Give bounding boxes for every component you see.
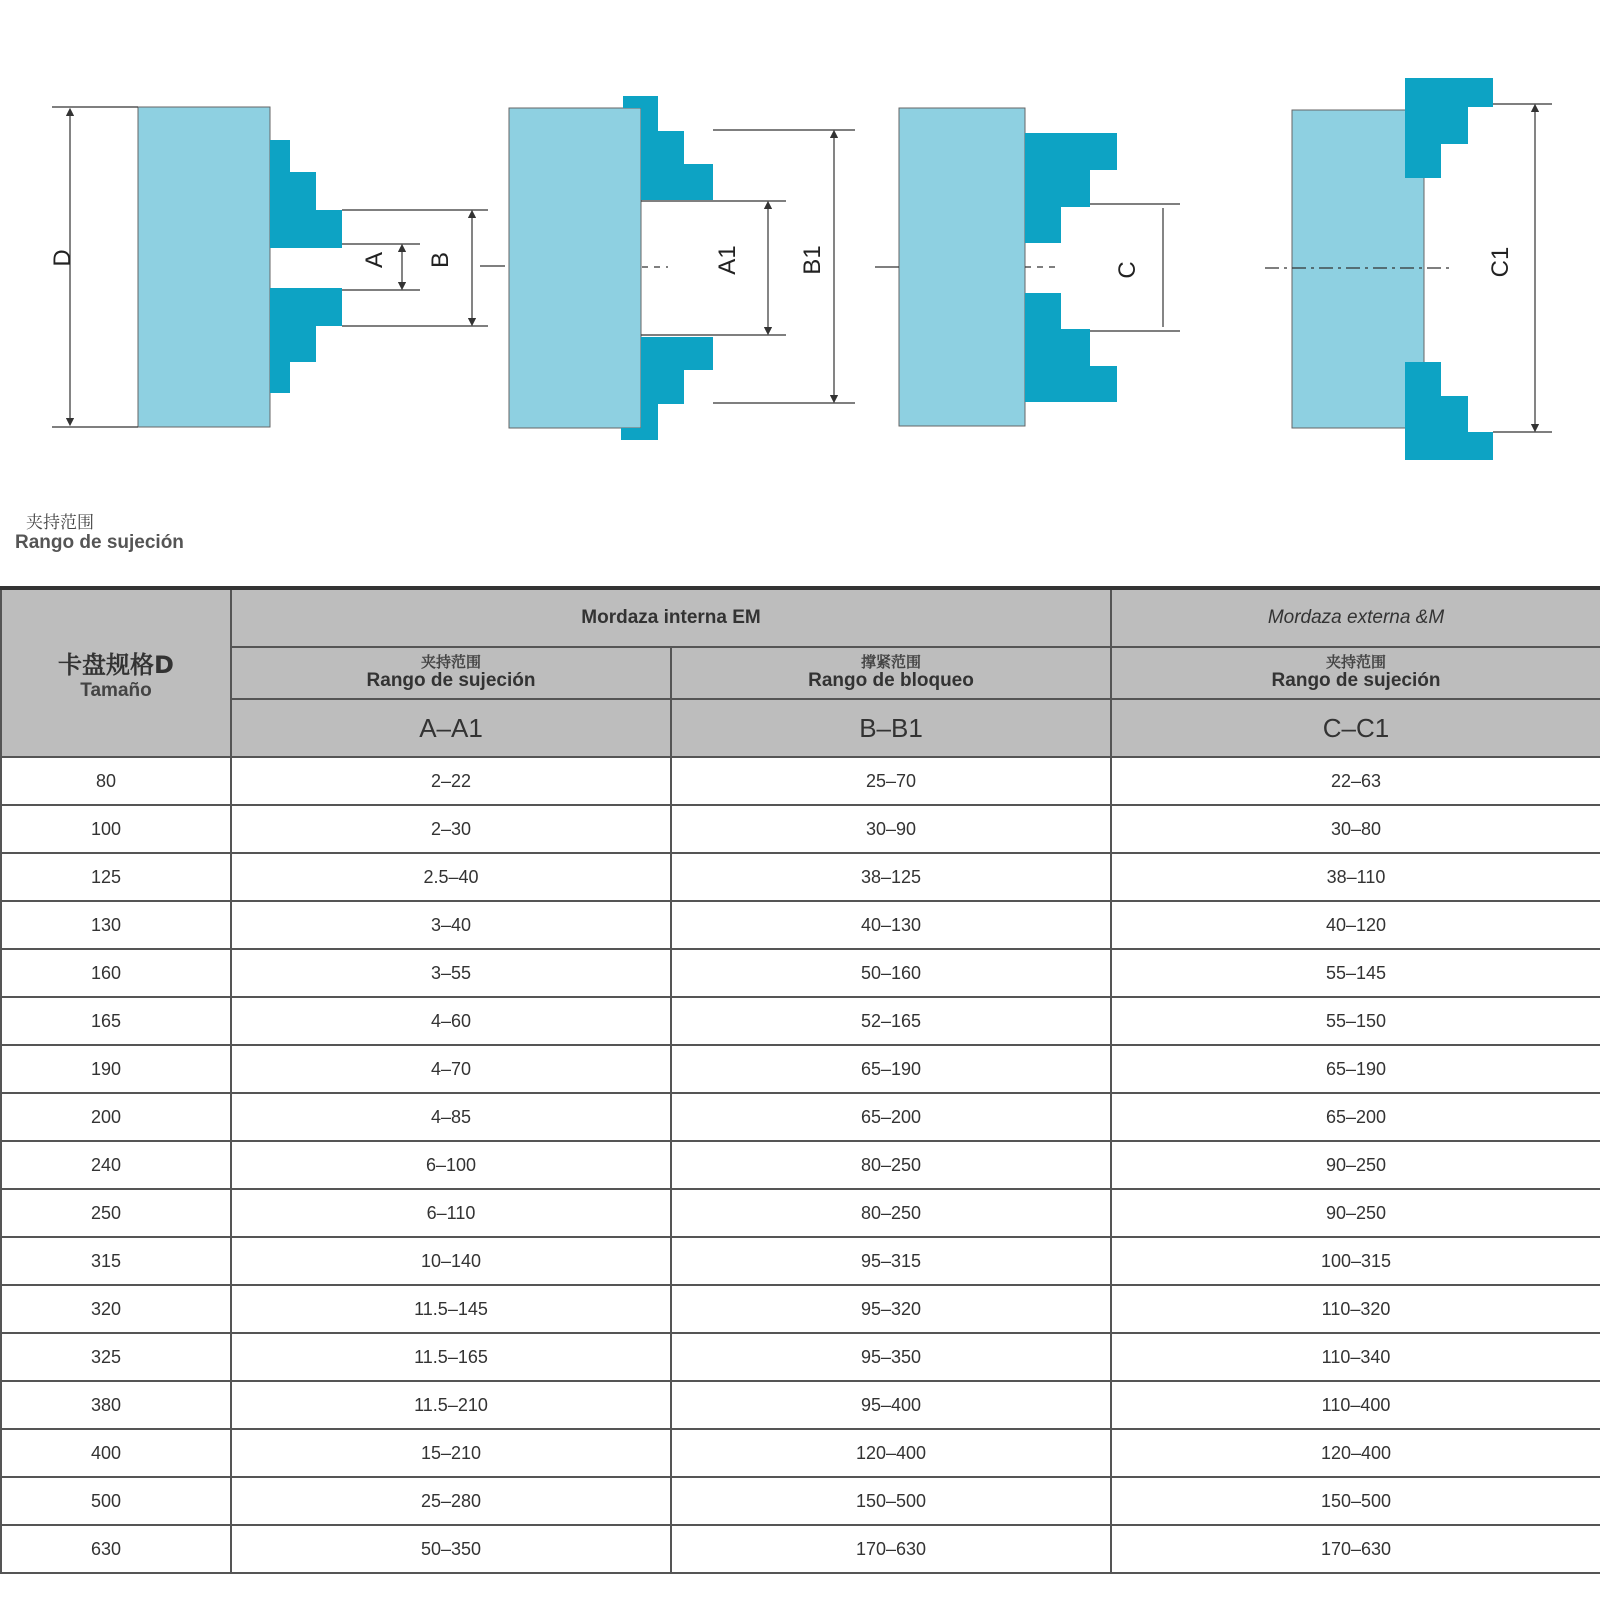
- header-col-a: [231, 647, 671, 699]
- cell-c-c1: 90–250: [1111, 1141, 1600, 1189]
- cell-b-b1: 52–165: [671, 997, 1111, 1045]
- header-col-b: [671, 647, 1111, 699]
- cell-a-a1: 11.5–165: [231, 1333, 671, 1381]
- cell-a-a1: 3–55: [231, 949, 671, 997]
- cell-b-b1: 25–70: [671, 757, 1111, 805]
- table-row: [1, 997, 1600, 1045]
- figure-external-clamping: [875, 108, 1180, 426]
- cell-c-c1: 100–315: [1111, 1237, 1600, 1285]
- header-size-es: Tamaño: [80, 679, 152, 701]
- cell-size: 125: [1, 853, 231, 901]
- table-row: [1, 1237, 1600, 1285]
- cell-size: 630: [1, 1525, 231, 1573]
- table-row: [1, 853, 1600, 901]
- cell-size: 200: [1, 1093, 231, 1141]
- cell-a-a1: 25–280: [231, 1477, 671, 1525]
- cell-a-a1: 50–350: [231, 1525, 671, 1573]
- cell-c-c1: 110–320: [1111, 1285, 1600, 1333]
- cell-c-c1: 170–630: [1111, 1525, 1600, 1573]
- clamping-range-table: [0, 586, 1600, 1574]
- cell-size: 315: [1, 1237, 231, 1285]
- cell-b-b1: 65–200: [671, 1093, 1111, 1141]
- cell-a-a1: 2–30: [231, 805, 671, 853]
- cell-a-a1: 10–140: [231, 1237, 671, 1285]
- cell-size: 250: [1, 1189, 231, 1237]
- cell-b-b1: 170–630: [671, 1525, 1111, 1573]
- label-b: B: [427, 251, 454, 269]
- cell-size: 325: [1, 1333, 231, 1381]
- cell-b-b1: 65–190: [671, 1045, 1111, 1093]
- jaw-upper: [1405, 78, 1493, 178]
- cell-b-b1: 120–400: [671, 1429, 1111, 1477]
- cell-c-c1: 110–400: [1111, 1381, 1600, 1429]
- cell-c-c1: 150–500: [1111, 1477, 1600, 1525]
- header-col-c: [1111, 647, 1600, 699]
- header-code-b: B–B1: [671, 699, 1111, 757]
- clamping-range-diagram: [0, 0, 1600, 600]
- header-code-a: A–A1: [231, 699, 671, 757]
- cell-size: 165: [1, 997, 231, 1045]
- label-c: C: [1114, 261, 1141, 279]
- cell-size: 500: [1, 1477, 231, 1525]
- cell-c-c1: 55–150: [1111, 997, 1600, 1045]
- header-col-a-es: Rango de sujeción: [366, 670, 536, 691]
- table-row: [1, 1189, 1600, 1237]
- cell-size: 130: [1, 901, 231, 949]
- cell-c-c1: 120–400: [1111, 1429, 1600, 1477]
- header-code-c: C–C1: [1111, 699, 1600, 757]
- cell-b-b1: 95–315: [671, 1237, 1111, 1285]
- cell-a-a1: 11.5–145: [231, 1285, 671, 1333]
- caption-spanish: Rango de sujeción: [15, 532, 184, 553]
- cell-c-c1: 110–340: [1111, 1333, 1600, 1381]
- cell-size: 190: [1, 1045, 231, 1093]
- header-size: [1, 588, 231, 757]
- table-row: [1, 1285, 1600, 1333]
- header-internal-jaw: Mordaza interna EM: [231, 588, 1111, 647]
- cell-b-b1: 30–90: [671, 805, 1111, 853]
- table-row: [1, 805, 1600, 853]
- table-row: [1, 901, 1600, 949]
- cell-b-b1: 50–160: [671, 949, 1111, 997]
- caption-chinese: 夹持范围: [26, 513, 94, 533]
- header-col-c-es: Rango de sujeción: [1271, 670, 1441, 691]
- label-b1: B1: [799, 245, 826, 275]
- cell-size: 160: [1, 949, 231, 997]
- cell-b-b1: 95–320: [671, 1285, 1111, 1333]
- header-col-b-es: Rango de bloqueo: [808, 670, 974, 691]
- cell-a-a1: 4–85: [231, 1093, 671, 1141]
- cell-c-c1: 22–63: [1111, 757, 1600, 805]
- jaw-upper: [270, 140, 342, 248]
- figure-external-clamping-c1: [1265, 78, 1552, 460]
- figure-internal-bracing: [509, 96, 855, 440]
- cell-b-b1: 40–130: [671, 901, 1111, 949]
- table-row: [1, 1477, 1600, 1525]
- cell-c-c1: 55–145: [1111, 949, 1600, 997]
- cell-b-b1: 95–350: [671, 1333, 1111, 1381]
- cell-size: 100: [1, 805, 231, 853]
- table-row: [1, 1333, 1600, 1381]
- cell-c-c1: 40–120: [1111, 901, 1600, 949]
- cell-c-c1: 38–110: [1111, 853, 1600, 901]
- cell-a-a1: 2.5–40: [231, 853, 671, 901]
- cell-size: 240: [1, 1141, 231, 1189]
- cell-a-a1: 6–110: [231, 1189, 671, 1237]
- label-a1: A1: [714, 245, 741, 275]
- header-size-cn: 卡盘规格D: [58, 650, 174, 679]
- label-c1: C1: [1487, 246, 1514, 278]
- table-row: [1, 1093, 1600, 1141]
- header-col-a-cn: 夹持范围: [420, 653, 481, 671]
- header-external-jaw: Mordaza externa &M: [1111, 588, 1600, 647]
- cell-c-c1: 30–80: [1111, 805, 1600, 853]
- chuck-body: [899, 108, 1025, 426]
- table-row: [1, 1045, 1600, 1093]
- cell-a-a1: 2–22: [231, 757, 671, 805]
- header-col-c-cn: 夹持范围: [1326, 653, 1387, 671]
- jaw-lower: [270, 288, 342, 393]
- table-row: [1, 1525, 1600, 1573]
- cell-a-a1: 3–40: [231, 901, 671, 949]
- cell-size: 80: [1, 757, 231, 805]
- cell-b-b1: 80–250: [671, 1189, 1111, 1237]
- table-row: [1, 1381, 1600, 1429]
- cell-b-b1: 95–400: [671, 1381, 1111, 1429]
- label-d: D: [49, 249, 76, 267]
- cell-b-b1: 80–250: [671, 1141, 1111, 1189]
- label-a: A: [361, 251, 388, 269]
- chuck-body: [1292, 110, 1424, 428]
- table-body: [1, 757, 1600, 1573]
- table-row: [1, 757, 1600, 805]
- table-row: [1, 1429, 1600, 1477]
- cell-size: 400: [1, 1429, 231, 1477]
- cell-b-b1: 150–500: [671, 1477, 1111, 1525]
- cell-c-c1: 90–250: [1111, 1189, 1600, 1237]
- cell-b-b1: 38–125: [671, 853, 1111, 901]
- cell-a-a1: 11.5–210: [231, 1381, 671, 1429]
- jaw-lower: [1025, 293, 1117, 402]
- table-row: [1, 1141, 1600, 1189]
- jaw-upper: [1025, 133, 1117, 243]
- chuck-body: [509, 108, 641, 428]
- cell-size: 320: [1, 1285, 231, 1333]
- cell-a-a1: 15–210: [231, 1429, 671, 1477]
- chuck-body: [138, 107, 270, 427]
- cell-a-a1: 4–60: [231, 997, 671, 1045]
- jaw-lower: [1405, 362, 1493, 460]
- header-col-b-cn: 撑紧范围: [861, 653, 922, 671]
- cell-c-c1: 65–190: [1111, 1045, 1600, 1093]
- cell-a-a1: 4–70: [231, 1045, 671, 1093]
- cell-c-c1: 65–200: [1111, 1093, 1600, 1141]
- table-row: [1, 949, 1600, 997]
- cell-a-a1: 6–100: [231, 1141, 671, 1189]
- cell-size: 380: [1, 1381, 231, 1429]
- figure-internal-clamping: [49, 107, 505, 427]
